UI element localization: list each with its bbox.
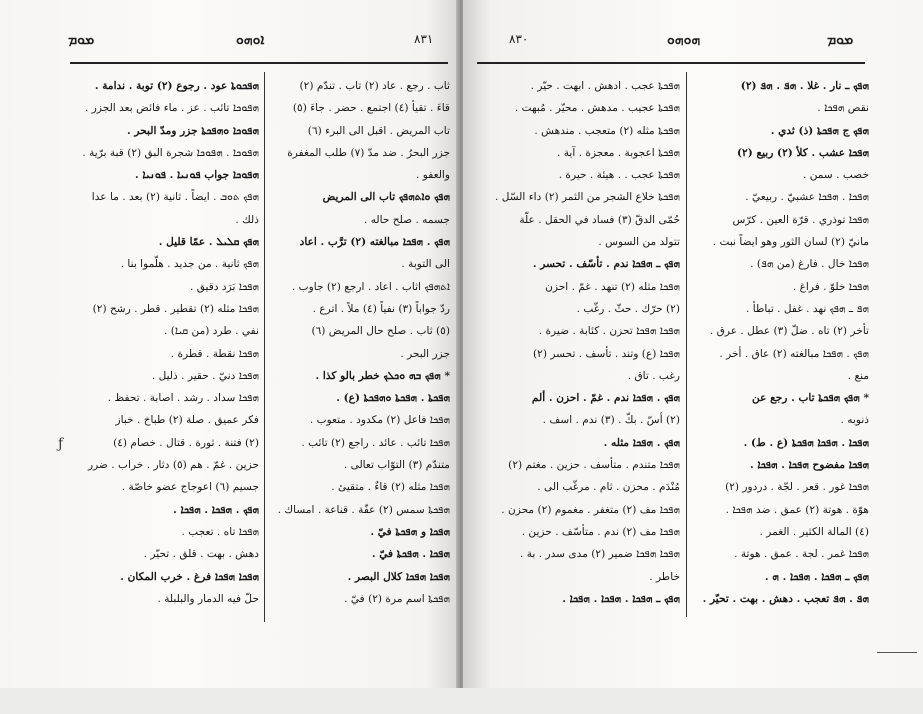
entry-line: نقص ܗܦܟܐ .	[817, 102, 869, 115]
entry-line: مانيّ (٢) لسان الثور وهو ايضاً نبت .	[712, 236, 869, 249]
entry-line: (٤) المالة الكثير . الغمر .	[759, 525, 869, 538]
entry-line: حلّ فيه الدمار والبلبلة .	[157, 592, 259, 605]
entry-line: ܗܦܟܬܐ عجب . . هيئة . حيرة .	[558, 169, 680, 182]
entry-line: ܗܦܟܐ مف (٢) متغفر . مغموم (٢) محزن .	[501, 503, 680, 516]
margin-pencil-mark: ƒ	[58, 436, 64, 452]
left-page-number: ٨٣١	[414, 32, 434, 46]
entry-line: ܗܦܟܬܐ . ܗܦܟܬܐ ܘܗܦܟܬܐ (ع) .	[336, 392, 450, 405]
entry-line: رغب . تاق .	[627, 369, 680, 382]
entry-line: ܗܦܟܐ . ܗܦܟܐ عشبيّ . ربيعيّ .	[745, 191, 869, 204]
entry-line: ܗܦܘܟܐ . ܗܦܘܟܐ شجرة البق (٢) قبة برّية .	[82, 146, 259, 159]
entry-line: ܗܦܟ ـ ܗܦܟܐ ندم . تأسّف . تحسر .	[532, 258, 680, 271]
entry-line: ذنوبه .	[840, 414, 869, 427]
left-page-header	[0, 32, 458, 56]
page-bottom-edge	[0, 688, 923, 714]
entry-line: ܗܦܟ . ܗܦܟܐ . ܗܦܟܐ .	[173, 503, 259, 516]
left-page-column-a	[66, 75, 259, 635]
right-page-header	[463, 32, 923, 56]
entry-line: ܗܦܟ ـ نار . غلا . ܗܦ . ܗܦ (٢)	[740, 80, 869, 92]
left-header-rule	[70, 62, 448, 64]
right-page-column-a	[477, 75, 680, 635]
entry-line: فكر عميق . صلة (٢) طباخ . خباز	[115, 414, 259, 427]
entry-line: (٢) فتنة . ثورة . قتال . خصام (٤)	[113, 436, 259, 449]
entry-line: ܗܦܟ ܬܘܒ . ايضاً . ثانية (٢) بعد . ما عدا	[91, 191, 259, 204]
entry-line: ܗܦܟܬܐ عجيب . مدهش . محيّر . مُبهت .	[514, 102, 680, 115]
entry-line: ܗܦ ـ ܗܦܟ نهد . غفل . تباطأ .	[746, 302, 869, 315]
entry-line: ܗܦܟܐ غمر . لجة . عمق . هوتة .	[734, 548, 869, 561]
entry-line: ܗܦ . ܗܦ تعجب . دهش . بهت . تحيّر .	[702, 592, 869, 605]
entry-line: ܗܦܟܐ عشب . كلأ (٢) ربيع (٢)	[737, 146, 869, 159]
entry-line: الى التوبة .	[401, 258, 450, 271]
entry-line: متندّم (٣) التوّاب تعالى .	[343, 459, 450, 472]
entry-line: ܗܦܘܟܐ تائب . عز . ماء فائض بعد الجزر .	[85, 102, 259, 115]
entry-line: جزر البحر .	[400, 347, 450, 360]
entry-line: ܗܦܟܐ مفضوح ܗܦܟܐ . ܗܦܟܐ .	[749, 459, 869, 472]
entry-line: ܗܦܟܐ مثله (٢) تقطير . قطر . رشح (٢)	[92, 302, 259, 315]
entry-line: ردّ جواباً (٣) نفياً (٤) ملاً . اترع .	[312, 302, 450, 315]
entry-line: ܗܦܟܐ تاه . تعجب .	[181, 525, 259, 538]
entry-line: هوّة . هوتة (٢) عمق . ضد ܗܦܟܐ .	[725, 503, 869, 516]
entry-line: جزر البحرُ . ضد مدّ (٧) طلب المغفرة	[287, 146, 450, 159]
right-margin-tick	[877, 652, 917, 653]
entry-line: ܗܦܟܐ ܗܦܟܐ فرغ . خرب المكان .	[120, 570, 259, 583]
entry-line: جسيم (٦) اعوجاج عضو خاصّة .	[121, 481, 259, 494]
entry-line: ܗܦܟܐ ܗܦܟܐ تحزن . كئابة . ضيرة .	[538, 325, 680, 338]
entry-line: ܗܦܟܐ فاعل (٢) مكدود . متعوب .	[309, 414, 450, 427]
entry-line: ܗܦܟܐ غور . قعر . لجّة . دردور (٢)	[725, 481, 869, 494]
entry-line: ܗܦܟܐ خلوّ . فراغ .	[792, 280, 869, 293]
entry-line: ܗܦܟܐ و ܗܦܟܬܐ فيّ .	[370, 525, 450, 538]
entry-line: ܗܦܟܐ خال . فارغ (من ܗܦ) .	[750, 258, 869, 271]
entry-line: ܗܦܟ . ܗܦܟܐ مثله .	[603, 436, 680, 449]
right-header-rule	[477, 62, 865, 64]
entry-line: جسمه . صلح حاله .	[363, 213, 450, 226]
entry-line: ܗܦܟܐ دنيّ . حقير . ذليل .	[151, 369, 259, 382]
entry-line: نفي . طرد (من ܩܝܐ) .	[163, 325, 259, 338]
entry-line: ܗܦܟܐ نقطة . قطرة .	[170, 347, 259, 360]
entry-line: ثاب . رجع . عاد (٢) تاب . تندّم (٢)	[299, 80, 450, 92]
entry-line: خصب . سمن .	[802, 169, 869, 182]
entry-line: ܗܦܟܐ ܗܦܟܐ كلال البصر .	[347, 570, 450, 583]
entry-line: ܗܦܟܐ . ܗܦܟܬܐ فيّ .	[371, 548, 450, 561]
entry-line: * ܗܦܟ ܗܦܟܬܐ تاب . رجع عن	[752, 392, 869, 405]
entry-line: ܗܦܘܟܐ جواب ܦܘܢܝܐ . ܦܘܢܝܐ .	[135, 169, 259, 182]
entry-line: ܗܦܟ . ܗܦܟܐ ندم . غمّ . احزن . ألم	[531, 392, 680, 405]
entry-line: (٥) ثاب . صلح حال المريض (٦)	[311, 325, 450, 338]
entry-line: ܗܦܟܐ تائب . عائد . راجع (٢) تائب .	[301, 436, 450, 449]
entry-line: ܗܦܘܟܐ ܘܗܦܟܬܐ جزر ومدّ البحر .	[127, 124, 259, 137]
entry-line: حُمّى الدقّ (٣) فساد في الحقل . علّة	[519, 213, 680, 226]
right-header-word-right: ܡܘܡ	[827, 32, 854, 48]
entry-line: ܗܦܟܬܐ عجب . ادهش . ابهت . حيّر .	[530, 80, 680, 92]
entry-line: ܗܦܟ ـ ܗܦܟܐ . ܗܦܟܐ . ܗܦܟܐ .	[562, 592, 680, 605]
entry-line: (٢) أسّ . بكّ . (٣) ندم . اسف .	[542, 414, 680, 427]
entry-line: ذلك .	[235, 213, 259, 226]
left-header-word-left: ܡܘܡ	[68, 32, 95, 48]
entry-line: ܗܦܟ ـ ܗܦܟܐ . ܗܦܟܐ . ܗ .	[764, 570, 869, 583]
right-header-word-center: ܗܘܗܘ	[667, 32, 701, 48]
entry-line: حزين . غمّ . هم (٥) دثار . خراب . ضرر	[87, 459, 259, 472]
entry-line: ܗܦܟ ثانية . من جديد . هلّموا بنا .	[120, 258, 259, 271]
entry-line: ܗܦܟܬܐ مثله (٢) متعجب . مندهش .	[534, 124, 680, 137]
entry-line: ܗܦܟܐ مثله (٢) تنهد . غمّ . احزن	[545, 280, 680, 293]
entry-line: تتولد من السوس .	[598, 236, 680, 249]
entry-line: ܗܦܟ . ܗܦܟܐ مبالغته (٢) ترَّب . اعاد	[299, 236, 450, 249]
entry-line: ܗܦܟܐ متندم . متأسف . حزين . مغتم (٢)	[508, 459, 680, 472]
left-page	[0, 0, 458, 690]
entry-line: ܗܦܟܐ (ع) وتند . تأسف . تحسر (٢)	[532, 347, 680, 360]
entry-line: ܗܦܟܐ توذري . قرّة العين . كرّس	[732, 213, 869, 226]
right-page	[463, 0, 923, 690]
entry-line: (٢) حرّك . حثّ . رغّب .	[576, 302, 680, 315]
entry-line: * ܗܦܟ ܒܗ ܘܟܠܟ خطر بالو كذا .	[315, 369, 450, 382]
right-page-number: ٨٣٠	[509, 32, 529, 46]
entry-line: قاءَ . تقيأ (٤) اجتمع . حضر . جاءَ (٥)	[292, 102, 450, 115]
entry-line: ܗܦܟܬܐ اعجوبة . معجزة . آية .	[557, 146, 680, 159]
entry-line: ܗܦܟܐ ܗܦܟܐ ضمير (٢) مدى سدر . بة .	[520, 548, 680, 561]
entry-line: منع .	[847, 369, 869, 382]
entry-line: خاطر .	[649, 570, 680, 583]
entry-line: تاب المريض . اقبل الى البرء (٦)	[307, 124, 450, 137]
entry-line: ܗܦܟܘܬܐ عود . رجوع (٢) توبة . ندامة .	[94, 80, 259, 92]
entry-line: تأخر (٢) تاه . ضلّ (٣) عطل . عرق .	[709, 325, 869, 338]
entry-line: ܗܦܟ . ܗܦܟܐ مبالغته (٢) عاق . أخر .	[719, 347, 869, 360]
entry-line: ܗܦܟ ܩܠܝܠ . عمّا قليل .	[158, 236, 259, 249]
entry-line: ܗܦܟܐ مثله (٢) قاءٌ . متقيئ .	[331, 481, 450, 494]
entry-line: ܗܦܟܬܐ خلاع الشجر من الثمر (٢) داء السّل .	[494, 191, 680, 204]
left-column-divider	[264, 72, 265, 622]
entry-line: ܗܦܟ ܘܐܬܗܦܟ تاب الى المريض	[322, 191, 450, 204]
entry-line: ܗܦܟ ج ܗܦܟܬܐ (ذ) ثدي .	[770, 124, 869, 137]
entry-line: ܗܦܟܬܐ اسم مرة (٢) فيّ .	[344, 592, 450, 605]
entry-line: دهش . بهت . قلق . تحيّر .	[143, 548, 259, 561]
left-header-word-center: ܐܘܗܘ	[236, 32, 265, 48]
entry-line: مُنْدَم . محزن . ثام . مرغّب الى .	[537, 481, 680, 494]
entry-line: ܗܦܟܐ مف (٢) ندم . متأسّف . حزين .	[521, 525, 680, 538]
entry-line: ܗܦܟܐ بَرَد دقيق .	[189, 280, 259, 293]
left-page-column-b	[268, 75, 450, 635]
right-page-column-b	[691, 75, 869, 635]
entry-line: ܗܦܟܐ سداد . رشد . اصابة . تحفظ .	[107, 392, 259, 405]
entry-line: ܗܦܟܬܐ سمس (٢) عفّة . قناعة . امساك .	[277, 503, 450, 516]
entry-line: ܐܬܗܦܟ اثاب . اعاد . ارجع (٢) جاوب .	[291, 280, 450, 293]
entry-line: ܗܦܟܐ . ܗܦܟܐ ܗܦܟܬܐ (ع . ط) .	[743, 436, 869, 449]
entry-line: والعفو .	[416, 169, 450, 182]
right-column-divider	[686, 72, 687, 617]
